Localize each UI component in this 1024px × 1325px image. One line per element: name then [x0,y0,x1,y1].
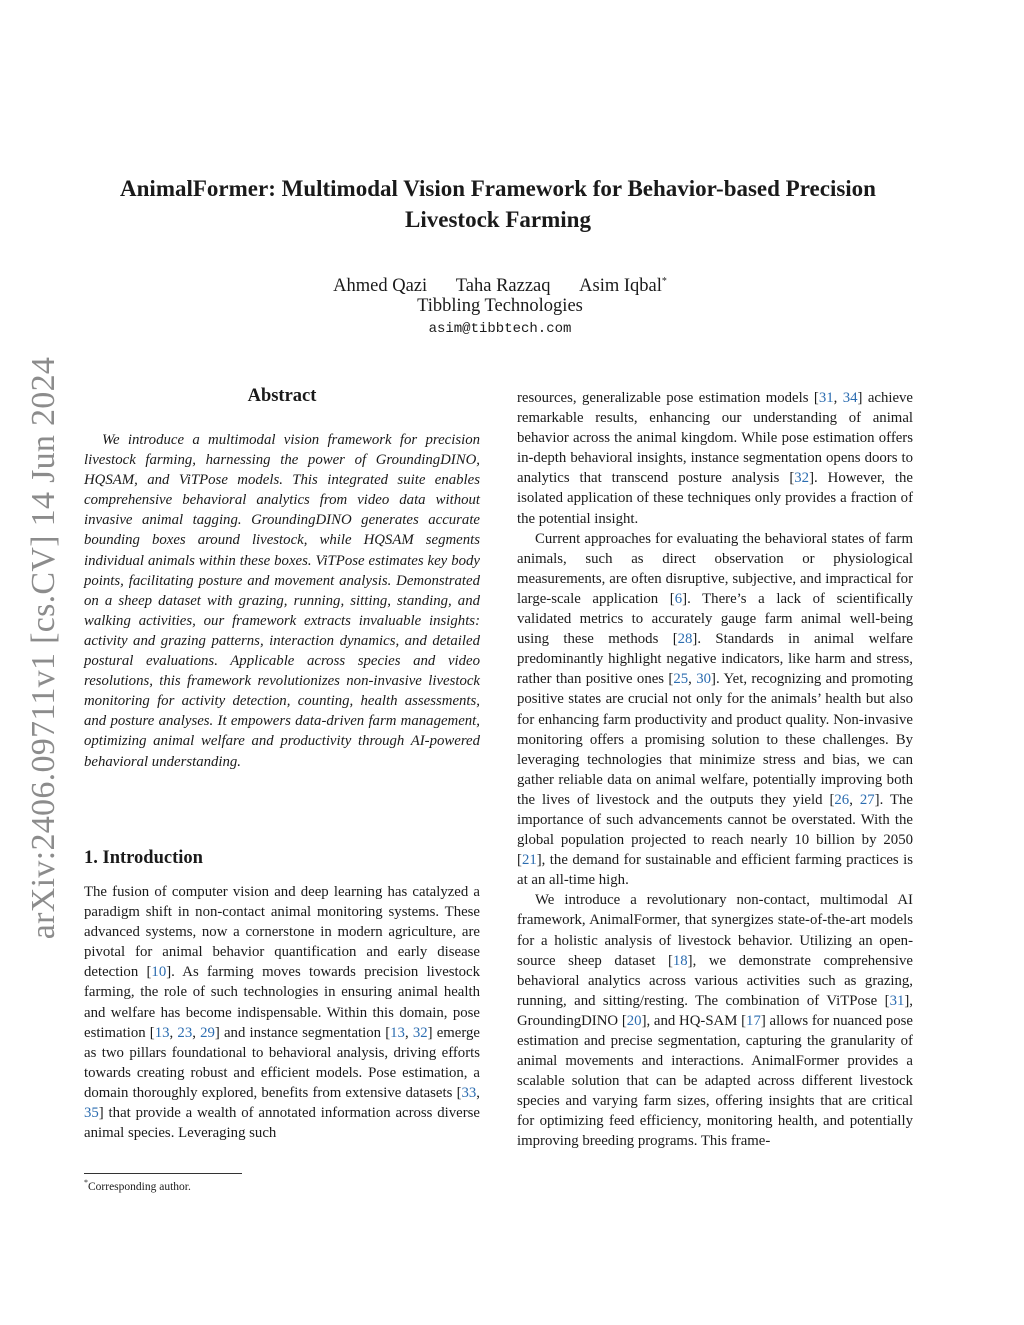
citation-link[interactable]: 31 [889,992,905,1009]
citation-link[interactable]: 33 [461,1084,477,1101]
paragraph-text: ] allows for nuanced pose estimation and precise segmentation, capturing the granularity of animal movements and interactions. AnimalFormer provides a scalable solution that can be adapted across different livestock species and varying farm sizes, offering insights that are critical for optimizing feed efficiency, monitoring health, and potentially improving breeding programs. This frame- [517,1012,913,1150]
paragraph-text: ]. The importance of such advancements cannot be overstated. With the global population projected to reach nearly 10 billion by 2050 [ [517,791,913,869]
citation-link[interactable]: 32 [412,1024,428,1041]
author: Taha Razzaq [455,276,551,297]
abstract-heading: Abstract [247,386,317,406]
paragraph-text: , [404,1024,413,1041]
arxiv-id: arXiv:2406.09711v1 [cs.CV] 14 Jun 2024 [25,356,62,940]
footnote-rule [84,1173,242,1174]
citation-link[interactable]: 13 [154,1024,170,1041]
paragraph [517,529,913,891]
paragraph-text: ]. There’s a lack of scientifically validated metrics to accurately gauge farm animal well-being using these methods [ [517,590,914,648]
paragraph-text: , [192,1024,201,1041]
paragraph-text: We introduce a revolutionary non-contact, multimodal AI framework, AnimalFormer, that synergizes state-of-the-art models for a holistic analysis of livestock behavior. Utilizing an open-source sheep dataset [ [517,892,913,969]
paragraph-text: ], the demand for sustainable and efficient farming practices is at an all-time high. [517,852,913,889]
paragraph-text: , [833,390,843,406]
paragraph-text: ] and instance segmentation [ [214,1024,391,1041]
paragraph-text: Current approaches for evaluating the behavioral states of farm animals, such as direct observation or physiological measurements, are often disruptive, subjective, and impractical for large-scale application [ [517,530,913,607]
section-heading-introduction: 1. Introduction [84,848,203,868]
citation-link[interactable]: 25 [673,671,689,688]
citation-link[interactable]: 30 [696,671,712,688]
affiliation: Tibbling Technologies [417,296,583,316]
citation-link[interactable]: 28 [677,631,693,648]
paragraph-text: ]. Standards in animal welfare predominantly highlight negative indicators, like harm and stress, rather than positive ones [ [517,631,913,688]
citation-link[interactable]: 18 [672,952,688,969]
citation-link[interactable]: 10 [151,964,167,981]
paragraph-text: , [849,791,860,808]
paragraph-text: ]. However, the isolated application of these techniques only provides a fraction of the potential insight. [517,470,913,527]
paragraph-text: resources, generalizable pose estimation models [ [517,390,819,406]
paragraph-text: , [476,1084,480,1101]
citation-link[interactable]: 27 [859,791,875,808]
citation-link[interactable]: 17 [746,1012,761,1029]
citation-link[interactable]: 32 [794,470,810,487]
author: Ahmed Qazi [333,276,428,297]
email[interactable]: asim@tibbtech.com [428,321,572,337]
paragraph-text: , [169,1024,178,1041]
citation-link[interactable]: 23 [177,1024,193,1041]
paragraph-text: ]. As farming moves towards precision livestock farming, the role of such technologies in ensuring animal health and welfare has become indispensable. Within this domain, pose estimation [ [84,964,480,1041]
paragraph [84,882,480,1143]
paragraph-text: The fusion of computer vision and deep learning has catalyzed a paradigm shift in non-contact animal monitoring systems. These advanced systems, now a cornerstone in modern agriculture, are pivotal for animal behavior quantification and early disease detection [ [84,884,480,981]
citation-link[interactable]: 35 [84,1105,99,1122]
footnote: *Corresponding author. [84,1178,191,1193]
citation-link[interactable]: 20 [626,1012,642,1029]
citation-link[interactable]: 26 [834,791,850,808]
author: Asim Iqbal* [579,276,667,297]
abstract-text: We introduce a multimodal vision framework for precision livestock farming, harnessing the power of GroundingDINO, HQSAM, and ViTPose models. This integrated suite enables comprehensive behavioral analytics from video data without invasive animal tagging. GroundingDINO generates accurate bounding boxes around livestock, while HQSAM segments individual animals within these boxes. ViTPose estimates key body points, facilitating posture and movement analysis. Demonstrated on a sheep dataset with grazing, running, sitting, standing, and walking activities, our framework extracts invaluable insights: activity and grazing patterns, interaction dynamics, and detailed postural evaluations. Applicable across species and video resolutions, this framework revolutionizes non-invasive livestock monitoring for activity detection, counting, health assessments, and posture analyses. It empowers data-driven farm management, optimizing animal welfare and productivity through AI-powered behavioral understanding. [84,432,480,770]
paragraph-text: ] achieve remarkable results, enhancing our understanding of animal behavior across the animal kingdom. While pose estimation offers in-depth behavioral insights, instance segmentation opens doors to analytics that transcend posture analysis [ [517,390,913,487]
introduction-right-column [517,388,913,1152]
citation-link[interactable]: 21 [521,852,537,869]
paper-title: AnimalFormer: Multimodal Vision Framework for Behavior-based Precision Livestock Farming [120,176,876,232]
citation-link[interactable]: 29 [200,1024,215,1041]
paragraph-text: ], GroundingDINO [ [517,992,913,1029]
citation-link[interactable]: 31 [818,390,834,406]
paragraph-text: ] that provide a wealth of annotated information across diverse animal species. Leveraging such [84,1105,480,1142]
paragraph-text: ]. Yet, recognizing and promoting positive states are crucial not only for the animals’ health but also for enhancing farm productivity and product quality. Non-invasive monitoring offers a promising solution to these challenges. By leveraging technologies that minimize stress and bias, we can gather reliable data on animal welfare, potentially improving both the lives of livestock and the outputs they yield [ [517,671,913,808]
citation-link[interactable]: 6 [674,590,683,607]
introduction-left-column [84,882,480,1143]
citation-link[interactable]: 34 [842,390,858,406]
citation-link[interactable]: 13 [390,1024,405,1041]
paragraph-text: , [688,671,697,688]
paragraph [517,388,913,529]
paragraph-text: ], we demonstrate comprehensive behavioral analytics across various activities such as grazing, running, and sitting/resting. The combination of ViTPose [ [517,952,913,1009]
paragraph-text: ] emerge as two pillars foundational to behavioral analysis, driving efforts towards creating robust and efficient models. Pose estimation, a domain thoroughly explored, benefits from extensive datasets [ [84,1024,480,1101]
paragraph [517,890,913,1151]
paragraph-text: ], and HQ-SAM [ [641,1012,747,1029]
